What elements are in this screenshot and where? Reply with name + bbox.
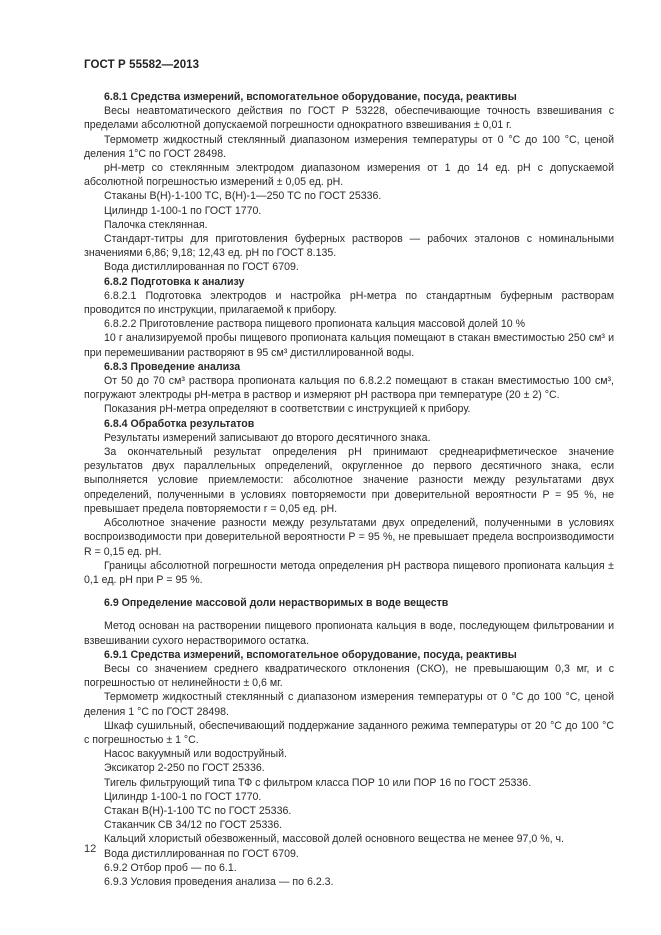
subsection-heading: 6.8.4 Обработка результатов <box>104 417 255 430</box>
paragraph: Абсолютное значение разности между результатами двух определений, полученными в условиях воспроизводимости при доверительной вероятности Р = 95 %, не превышает предела воспроизводимости R = 0,15 ед. рН. <box>84 517 614 558</box>
paragraph: Термометр жидкостный стеклянный диапазоном измерения температуры от 0 °С до 100 °С, ценой деления 1°С по ГОСТ 28498. <box>84 133 614 160</box>
paragraph: Термометр жидкостный стеклянный с диапазоном измерения температуры от 0 °С до 100 °С, ценой деления 1 °С по ГОСТ 28498. <box>84 691 614 718</box>
paragraph: 6.8.2.2 Приготовление раствора пищевого пропионата кальция массовой долей 10 % <box>104 318 526 331</box>
paragraph: Цилиндр 1-100-1 по ГОСТ 1770. <box>104 204 262 217</box>
paragraph: Вода дистиллированная по ГОСТ 6709. <box>104 847 299 860</box>
paragraph: Весы со значением среднего квадратического отклонения (СКО), не превышающим 0,3 мг, и с погрешностью от нелинейности ± 0,6 мг. <box>84 662 614 690</box>
paragraph: Насос вакуумный или водоструйный. <box>104 748 287 761</box>
section-heading: 6.9 Определение массовой доли нерастворимых в воде веществ <box>104 597 449 610</box>
subsection-heading: 6.8.2 Подготовка к анализу <box>104 275 245 288</box>
paragraph: Шкаф сушильный, обеспечивающий поддержание заданного режима температуры от 20 °С до 100 °С с погрешностью ± 1 °С. <box>84 719 614 746</box>
paragraph: Стаканчик СВ 34/12 по ГОСТ 25336. <box>104 819 283 832</box>
paragraph: Метод основан на растворении пищевого пропионата кальция в воде, последующем фильтровании и взвешивании сухого нерастворимого остатка. <box>84 620 614 647</box>
subsection-heading: 6.8.3 Проведение анализа <box>104 360 241 373</box>
paragraph: 10 г анализируемой пробы пищевого пропионата кальция помещают в стакан вместимостью 250 см³ и при перемешивании растворяют в 95 см³ дистиллированной воды. <box>84 332 614 359</box>
paragraph: Результаты измерений записывают до второго десятичного знака. <box>104 431 431 444</box>
paragraph: Стандарт-титры для приготовления буферных растворов — рабочих эталонов с номинальными значениями 6,86; 9,18; 12,43 ед. рН по ГОСТ 8.135. <box>84 233 614 260</box>
subsection-heading: 6.8.1 Средства измерений, вспомогательное оборудование, посуда, реактивы <box>104 91 517 103</box>
paragraph: Тигель фильтрующий типа ТФ с фильтром класса ПОР 10 или ПОР 16 по ГОСТ 25336. <box>104 776 532 789</box>
paragraph: рН-метр со стеклянным электродом диапазоном измерения от 1 до 14 ед. рН с допускаемой абсолютной погрешностью измерений ± 0,05 ед. рН. <box>84 162 614 189</box>
subsection-heading: 6.9.1 Средства измерений, вспомогательное оборудование, посуда, реактивы <box>104 648 517 661</box>
paragraph: Эксикатор 2-250 по ГОСТ 25336. <box>104 762 265 775</box>
paragraph: Кальций хлористый обезвоженный, массовой долей основного вещества не менее 97,0 %, ч. <box>104 833 564 846</box>
paragraph: Цилиндр 1-100-1 по ГОСТ 1770. <box>104 790 262 803</box>
paragraph: Вода дистиллированная по ГОСТ 6709. <box>104 261 299 274</box>
paragraph: За окончательный результат определения рН принимают среднеарифметическое значение результатов двух параллельных определений, округленное до первого десятичного знака, если выполняется условие приемлемости: абсолютное значение разности между результатами двух определений, полученными в условиях повторяемости при доверительной вероятности Р = 95 %, не превышает предела повторяемости r = 0,05 ед. рН. <box>84 446 614 515</box>
paragraph: От 50 до 70 см³ раствора пропионата кальция по 6.8.2.2 помещают в стакан вместимостью 100 см³, погружают электроды рН-метра в раствор и измеряют рН раствора при температуре (20 ± 2) °С. <box>84 375 614 402</box>
paragraph: Стаканы В(Н)-1-100 ТС, В(Н)-1—250 ТС по ГОСТ 25336. <box>104 190 382 203</box>
paragraph: Показания рН-метра определяют в соответствии с инструкцией к прибору. <box>104 403 471 416</box>
document-header: ГОСТ Р 55582—2013 <box>84 59 200 71</box>
paragraph: 6.9.2 Отбор проб — по 6.1. <box>104 861 237 874</box>
page-number: 12 <box>84 843 97 855</box>
paragraph: 6.8.2.1 Подготовка электродов и настройка рН-метра по стандартным буферным растворам проводится по инструкции, прилагаемой к прибору. <box>84 289 614 317</box>
paragraph: Стакан В(Н)-1-100 ТС по ГОСТ 25336. <box>104 804 292 817</box>
paragraph: Весы неавтоматического действия по ГОСТ Р 53228, обеспечивающие точность взвешивания с пределами абсолютной допускаемой погрешности однократного взвешивания ± 0,01 г. <box>84 105 614 132</box>
paragraph: Границы абсолютной погрешности метода определения рН раствора пищевого пропионата кальция ± 0,1 ед. рН при Р = 95 %. <box>84 559 614 586</box>
paragraph: Палочка стеклянная. <box>104 218 208 231</box>
document-body <box>84 90 614 889</box>
paragraph: 6.9.3 Условия проведения анализа — по 6.2.3. <box>104 875 334 888</box>
